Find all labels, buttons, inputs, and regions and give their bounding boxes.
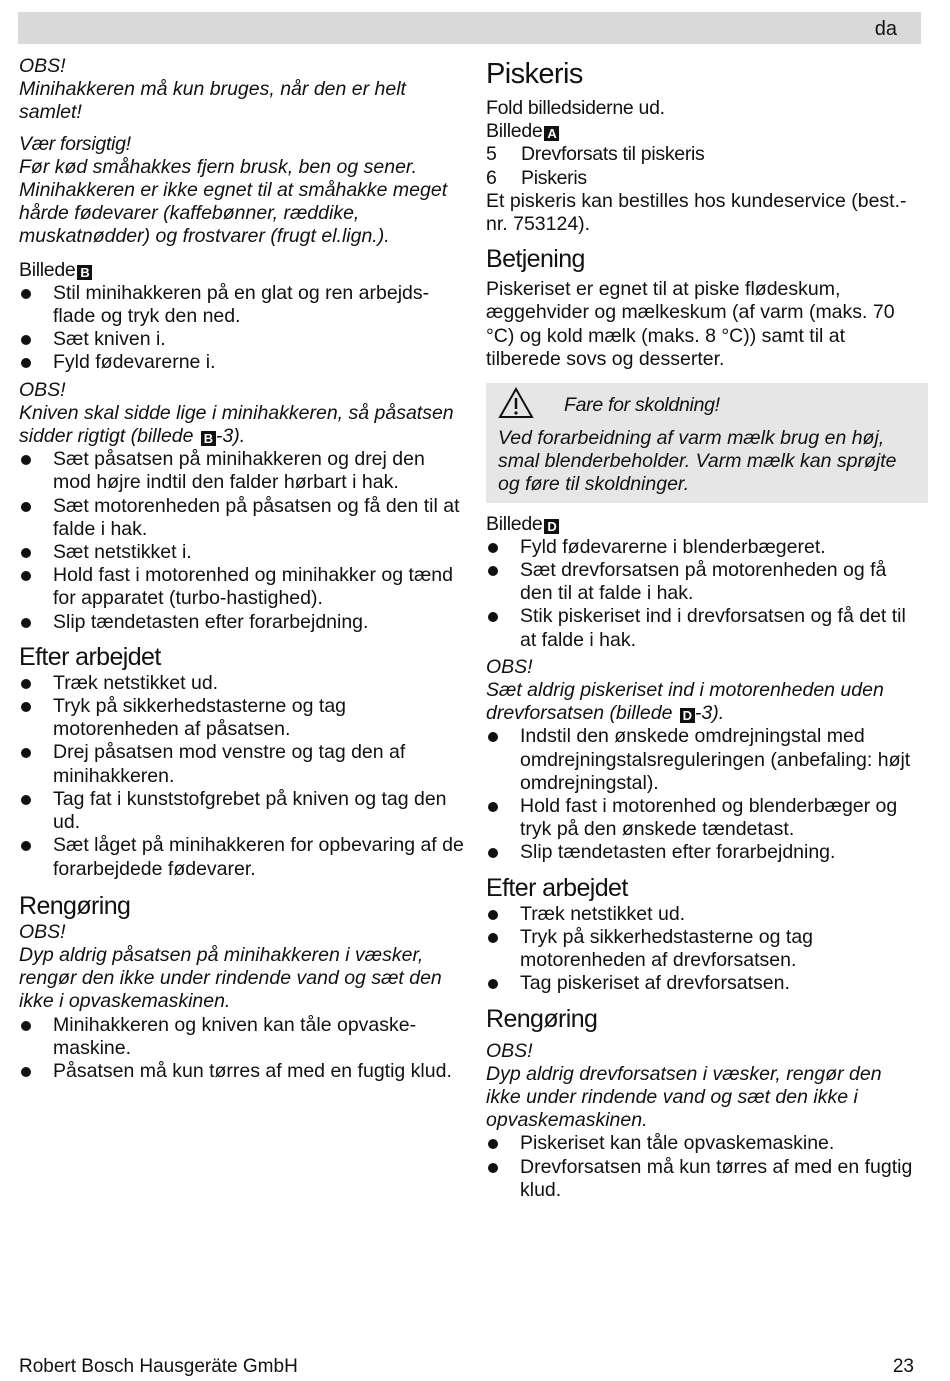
section-heading: Rengøring: [19, 891, 131, 920]
steps-list: [19, 1014, 464, 1084]
steps-list: [19, 672, 464, 881]
figure-label: Billede: [19, 258, 76, 281]
steps-list: [486, 536, 920, 652]
obs-label: OBS!: [19, 378, 66, 401]
obs-text: Dyp aldrig påsatsen på minihakkeren i væsker, rengør den ikke under rindende vand og sæt den ikke i opvaskemaskinen.: [19, 943, 442, 1013]
obs-text-part: -3).: [694, 702, 725, 725]
steps-list: [486, 1132, 920, 1202]
part-number: 6: [486, 166, 497, 189]
figure-letter-box: A: [544, 126, 559, 141]
part-number: 5: [486, 143, 497, 166]
list-item: Slip tændetasten efter forarbejdning.: [486, 841, 920, 864]
left-column: [19, 55, 464, 1083]
figure-letter-box: B: [77, 265, 92, 280]
obs-label: OBS!: [486, 655, 533, 678]
operation-text: Piskeriset er egnet til at piske flødeskum, æggehvider og mælkeskum (af varm (maks. 70 °C) og kold mælk (maks. 8 °C)) samt til at tilberede sovs og desserter.: [486, 278, 895, 370]
figure-label: Billede: [486, 120, 543, 143]
list-item: Fyld fødevarerne i blenderbægeret.: [486, 536, 920, 559]
figure-letter-box: D: [680, 708, 695, 723]
figure-reference-b: [19, 259, 464, 282]
warning-title: Fare for skoldning!: [564, 394, 720, 417]
part-label: Piskeris: [521, 166, 587, 189]
figure-label: Billede: [486, 512, 543, 535]
obs-label: OBS!: [19, 55, 66, 77]
steps-list: [486, 725, 920, 864]
list-item: Tag fat i kunststofgrebet på kniven og tag den ud.: [19, 788, 464, 834]
order-text: Et piskeris kan bestilles hos kundeservice (best.-nr. 753124).: [486, 189, 907, 236]
warning-box: [486, 383, 928, 503]
list-item: Træk netstikket ud.: [19, 672, 464, 695]
steps-list: [19, 282, 464, 375]
obs-text-part: Sæt aldrig piskeriset ind i motorenheden uden drevforsatsen (billede: [486, 679, 884, 725]
list-item: Træk netstikket ud.: [486, 903, 920, 926]
steps-list: [19, 448, 464, 634]
list-item: Drej påsatsen mod venstre og tag den af minihakkeren.: [19, 741, 464, 787]
parts-item: [486, 143, 920, 166]
list-item: Sæt låget på minihakkeren for opbevaring af de forarbejdede fødevarer.: [19, 834, 464, 880]
page-number: 23: [892, 1356, 914, 1377]
list-item: Piskeriset kan tåle opvaskemaskine.: [486, 1132, 920, 1155]
footer-company: Robert Bosch Hausgeräte GmbH: [19, 1356, 298, 1377]
list-item: Tag piskeriset af drevforsatsen.: [486, 972, 920, 995]
warning-text: Ved forarbeidning af varm mælk brug en høj, smal blenderbeholder. Varm mælk kan sprøjte og føre til skoldninger.: [498, 427, 897, 496]
list-item: Stil minihakkeren på en glat og ren arbejdsflade og tryk den ned.: [19, 282, 464, 328]
obs-text: [19, 402, 464, 448]
list-item: Sæt netstikket i.: [19, 541, 464, 564]
list-item: Tryk på sikkerhedstasterne og tag motorenheden af drevforsatsen.: [486, 926, 920, 972]
list-item: Sæt drevforsatsen på motorenheden og få den til at falde i hak.: [486, 559, 920, 605]
list-item: Sæt påsatsen på minihakkeren og drej den mod højre indtil den falder hørbart i hak.: [19, 448, 464, 494]
obs-label: OBS!: [486, 1039, 533, 1062]
list-item: Stik piskeriset ind i drevforsatsen og få det til at falde i hak.: [486, 605, 920, 651]
fold-instruction: Fold billedsiderne ud.: [486, 97, 665, 119]
figure-reference-d: [486, 513, 920, 536]
section-heading: Betjening: [486, 245, 585, 274]
list-item: Påsatsen må kun tørres af med en fugtig klud.: [19, 1060, 464, 1083]
figure-reference-a: [486, 120, 920, 143]
page-title: Piskeris: [486, 58, 583, 90]
list-item: Fyld fødevarerne i.: [19, 351, 464, 374]
caution-label: Vær forsigtig!: [19, 132, 131, 155]
list-item: Sæt motorenheden på påsatsen og få den til at falde i hak.: [19, 495, 464, 541]
language-code: da: [874, 18, 897, 40]
caution-text: Før kød småhakkes fjern brusk, ben og sener. Minihakkeren er ikke egnet til at småhakke meget hårde fødevarer (kaffebønner, ræddike, muskatnødder) og frostvarer (frugt el.lign.).: [19, 155, 448, 248]
list-item: Slip tændetasten efter forarbejdning.: [19, 611, 464, 634]
list-item: Drevforsatsen må kun tørres af med en fugtig klud.: [486, 1156, 920, 1202]
list-item: Minihakkeren og kniven kan tåle opvaskemaskine.: [19, 1014, 464, 1060]
obs-text: [486, 679, 920, 725]
list-item: Sæt kniven i.: [19, 328, 464, 351]
part-label: Drevforsats til piskeris: [521, 143, 705, 166]
figure-letter-box: B: [201, 431, 216, 446]
list-item: Indstil den ønskede omdrejningstal med omdrejningstalsreguleringen (anbefaling: højt omdrejningstal).: [486, 725, 920, 795]
right-column: [486, 55, 920, 1202]
list-item: Hold fast i motorenhed og minihakker og tænd for apparatet (turbo-hastighed).: [19, 564, 464, 610]
obs-text: Dyp aldrig drevforsatsen i væsker, rengør den ikke under rindende vand og sæt den ikke i opvaskemaskinen.: [486, 1062, 882, 1132]
obs-text: Minihakkeren må kun bruges, når den er helt samlet!: [19, 78, 406, 124]
obs-label: OBS!: [19, 920, 66, 943]
warning-triangle-icon: [498, 387, 534, 425]
steps-list: [486, 903, 920, 996]
obs-text-part: -3).: [215, 425, 246, 448]
section-heading: Efter arbejdet: [19, 642, 161, 671]
list-item: Hold fast i motorenhed og blenderbæger og tryk på den ønskede tændetast.: [486, 795, 920, 841]
parts-item: [486, 167, 920, 190]
obs-text-part: Kniven skal sidde lige i minihakkeren, så påsatsen sidder rigtigt (billede: [19, 401, 454, 448]
list-item: Tryk på sikkerhedstasterne og tag motorenheden af påsatsen.: [19, 695, 464, 741]
figure-letter-box: D: [544, 519, 559, 534]
section-heading: Efter arbejdet: [486, 873, 628, 902]
section-heading: Rengøring: [486, 1004, 598, 1033]
header-bar: [18, 12, 921, 44]
